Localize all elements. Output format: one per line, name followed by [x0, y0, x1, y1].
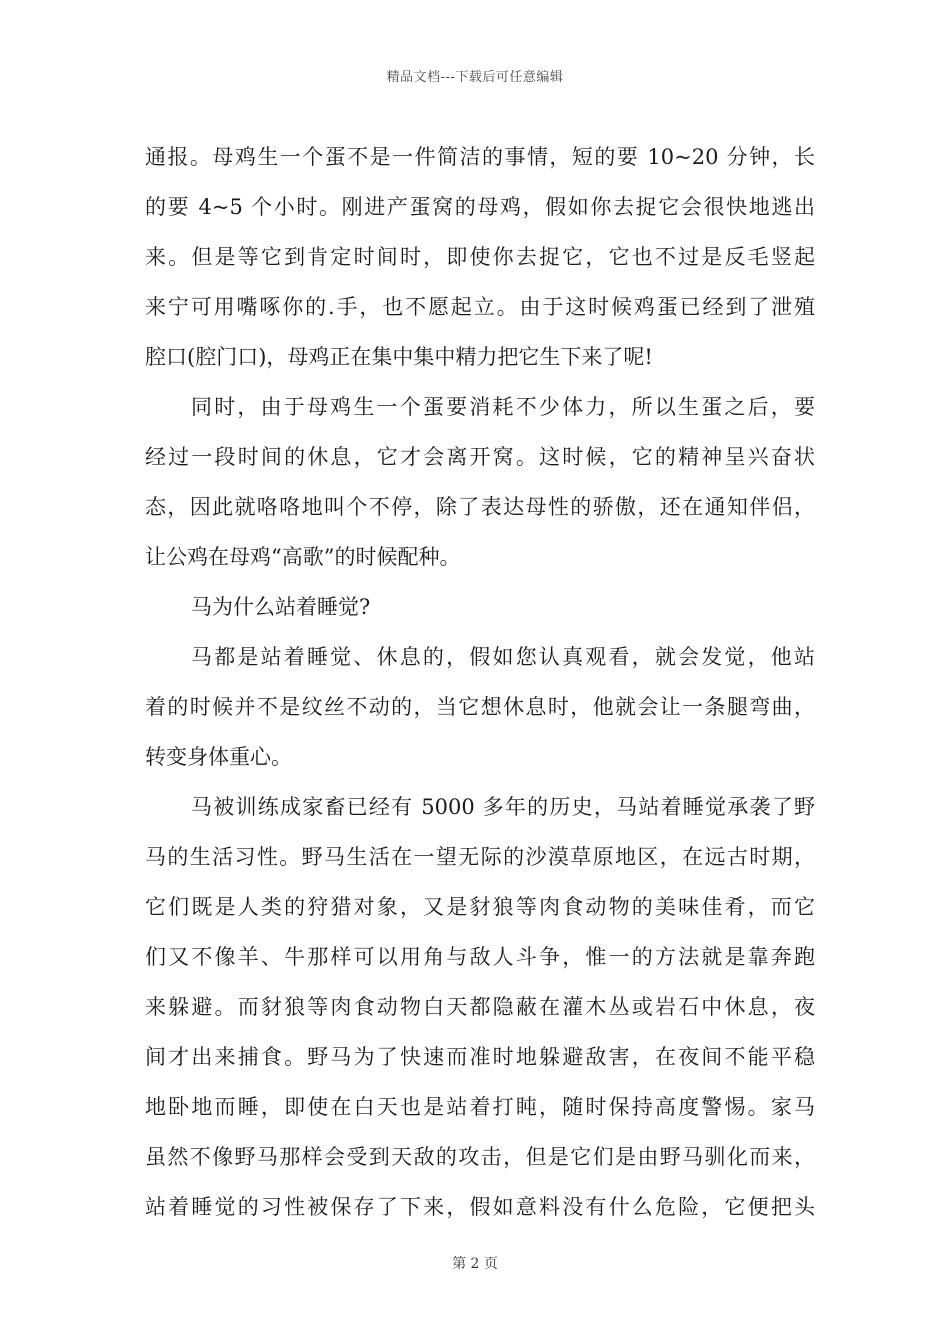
- text-line: 着的时候并不是纹丝不动的，当它想休息时，他就会让一条腿弯曲，: [145, 695, 815, 719]
- text-line: 们又不像羊、牛那样可以用角与敌人斗争，惟一的方法就是靠奔跑: [145, 945, 815, 969]
- text-line: 马的生活习性。野马生活在一望无际的沙漠草原地区，在远古时期，: [145, 845, 815, 869]
- paragraph-3: [145, 632, 815, 782]
- page-header: 精品文档---下载后可任意编辑: [386, 70, 564, 85]
- text-line: 同时，由于母鸡生一个蛋要消耗不少体力，所以生蛋之后，要: [191, 395, 815, 419]
- text-line: 地卧地而睡，即使在白天也是站着打盹，随时保持高度警惕。家马: [145, 1095, 815, 1119]
- text-line: 来躲避。而豺狼等肉食动物白天都隐蔽在灌木丛或岩石中休息，夜: [145, 995, 815, 1019]
- text-line: 站着睡觉的习性被保存了下来，假如意料没有什么危险，它便把头: [145, 1195, 815, 1219]
- heading-line: 马为什么站着睡觉?: [191, 595, 371, 619]
- text-line: 来。但是等它到肯定时间时，即使你去捉它，它也不过是反毛竖起: [145, 245, 815, 269]
- text-line: 马被训练成家畜已经有 5000 多年的历史，马站着睡觉承袭了野: [191, 795, 815, 819]
- text-line: 它们既是人类的狩猎对象，又是豺狼等肉食动物的美味佳肴，而它: [145, 895, 815, 919]
- text-line: 态，因此就咯咯地叫个不停，除了表达母性的骄傲，还在通知伴侣，: [145, 495, 815, 519]
- paragraph-4: [145, 782, 815, 1232]
- text-line: 让公鸡在母鸡“高歌”的时候配种。: [145, 545, 461, 569]
- text-line: 的要 4~5 个小时。刚进产蛋窝的母鸡，假如你去捉它会很快地逃出: [145, 195, 815, 219]
- paragraph-1: [145, 132, 815, 382]
- page-number: 第 2 页: [452, 1256, 498, 1272]
- text-line: 转变身体重心。: [145, 745, 292, 769]
- paragraph-2: [145, 382, 815, 582]
- text-line: 间才出来捕食。野马为了快速而准时地躲避敌害，在夜间不能平稳: [145, 1045, 815, 1069]
- text-line: 腔口(腔门口)，母鸡正在集中集中精力把它生下来了呢!: [145, 345, 653, 369]
- text-line: 来宁可用嘴啄你的.手，也不愿起立。由于这时候鸡蛋已经到了泄殖: [145, 295, 815, 319]
- text-line: 虽然不像野马那样会受到天敌的攻击，但是它们是由野马驯化而来，: [145, 1145, 815, 1169]
- text-line: 经过一段时间的休息，它才会离开窝。这时候，它的精神呈兴奋状: [145, 445, 815, 469]
- text-line: 通报。母鸡生一个蛋不是一件简洁的事情，短的要 10~20 分钟，长: [145, 145, 815, 169]
- text-line: 马都是站着睡觉、休息的，假如您认真观看，就会发觉，他站: [191, 645, 815, 669]
- section-heading: [145, 582, 815, 632]
- document-body: [145, 132, 815, 1232]
